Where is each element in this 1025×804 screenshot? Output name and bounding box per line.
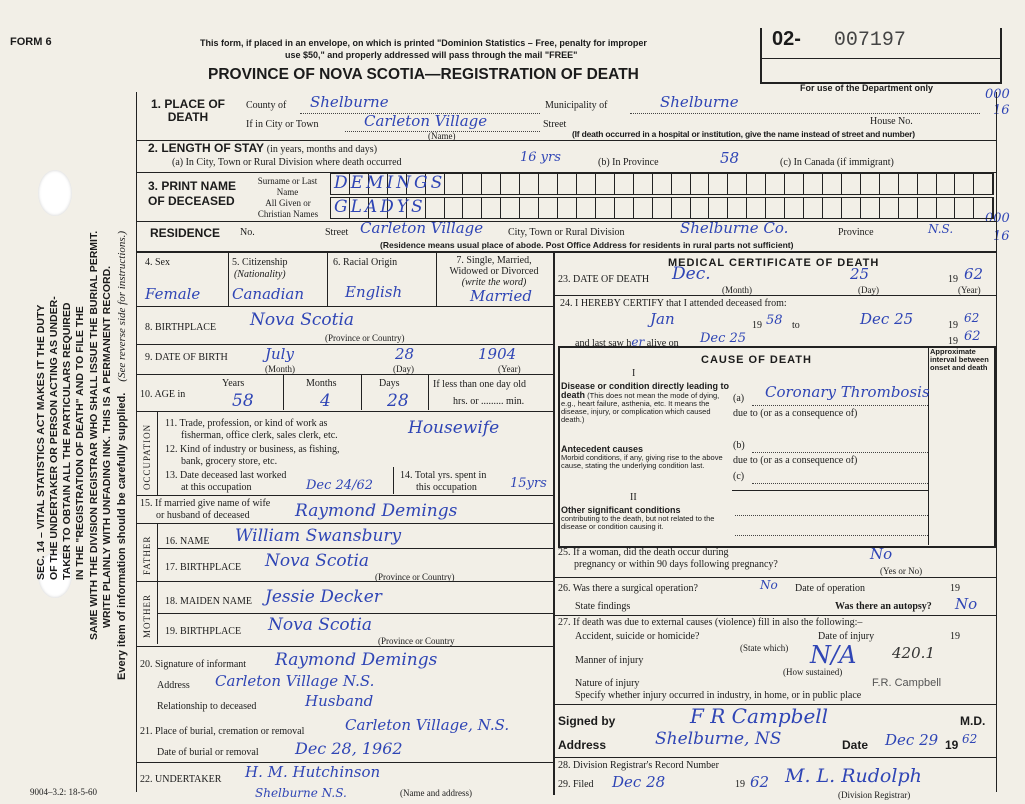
province-note: (Province or Country — [378, 636, 455, 646]
municipality-label: Municipality of — [545, 100, 608, 111]
signed-by-label: Signed by — [558, 714, 616, 728]
residence-street-label: Street — [325, 227, 349, 238]
name-note: (Name) — [428, 131, 456, 141]
residence-province-value: N.S. — [928, 222, 954, 236]
certificate-year: 62 — [962, 732, 978, 746]
stay-canada-label: (c) In Canada (if immigrant) — [780, 157, 894, 168]
trade-label: 11. Trade, profession, or kind of work as fisherman, office clerk, sales clerk, etc. — [165, 418, 338, 441]
divider — [732, 490, 928, 491]
surname-value: DEMINGS — [334, 173, 446, 193]
divider — [327, 251, 328, 306]
operation-date-label: Date of operation — [795, 583, 865, 594]
undertaker-value: H. M. Hutchinson — [245, 763, 381, 781]
manner-label: Manner of injury — [575, 655, 644, 666]
divider — [157, 523, 158, 644]
relationship-label: Relationship to deceased — [157, 701, 257, 712]
divider — [283, 374, 284, 410]
informant-address-label: Address — [157, 680, 190, 691]
punch-hole — [38, 170, 72, 216]
year-prefix: 19 — [950, 631, 960, 642]
month-note: (Month) — [722, 285, 752, 295]
divider — [428, 374, 429, 410]
hospital-note: (If death occurred in a hospital or institution, give the name instead of street and number) — [572, 129, 915, 139]
attended-from-year: 58 — [766, 313, 783, 328]
attended-to-year: 62 — [964, 311, 980, 325]
name-address-note: (Name and address) — [400, 788, 472, 798]
father-birthplace-label: 17. BIRTHPLACE — [165, 562, 242, 573]
margin-code: 16 — [993, 229, 1010, 244]
divider — [136, 140, 996, 141]
certificate-date: Dec 29 — [885, 731, 939, 749]
mail-note: use $50," and properly addressed will pass through the mail "FREE" — [285, 50, 578, 60]
age-months: 4 — [320, 391, 331, 411]
yes-no-note: (Yes or No) — [880, 566, 923, 576]
interval-header: Approximate interval between onset and death — [930, 347, 989, 372]
physician-signature: F R Campbell — [690, 704, 829, 728]
external-causes-label: 27. If death was due to external causes (violence) fill in also the following:– — [558, 617, 863, 628]
undertaker-label: 22. UNDERTAKER — [140, 774, 222, 785]
pregnancy-label: 25. If a woman, did the death occur during pregnancy or within 90 days following pregnancy? — [558, 547, 778, 570]
stay-city-label: (a) In City, Town or Rural Division where death occurred — [172, 157, 402, 168]
year-prefix: 19 — [948, 320, 958, 331]
injury-place-label: Specify whether injury occurred in industry, in home, or in public place — [575, 690, 862, 701]
residence-no-label: No. — [240, 227, 255, 238]
city-value: Carleton Village — [364, 112, 488, 130]
birthplace-label: 8. BIRTHPLACE — [145, 322, 217, 333]
antecedent-causes-label: Antecedent causes Morbid conditions, if any, giving rise to the above cause, stating the underlying condition last. — [561, 444, 723, 470]
divider — [157, 411, 158, 495]
divider — [136, 306, 553, 307]
last-saw-date: Dec 25 — [700, 331, 747, 346]
last-worked-value: Dec 24/62 — [306, 478, 373, 493]
filed-date: Dec 28 — [612, 773, 666, 791]
dob-day: 28 — [395, 345, 415, 363]
filed-label: 29. Filed — [558, 779, 594, 790]
autopsy-value: No — [955, 595, 978, 613]
leader — [752, 405, 928, 406]
due-to-label: due to (or as a consequence of) — [733, 408, 858, 419]
length-of-stay: 2. LENGTH OF STAY (in years, months and days) — [148, 141, 378, 155]
divider — [157, 613, 553, 614]
residence-province-label: Province — [838, 227, 874, 238]
marital-status-label: 7. Single, Married, Widowed or Divorced (write the word) — [449, 255, 539, 288]
stamp: F.R. Campbell — [872, 677, 942, 689]
part-two-label: II — [630, 492, 637, 503]
undertaker-address: Shelburne N.S. — [255, 786, 347, 800]
department-only-note: For use of the Department only — [800, 83, 934, 93]
house-label: House No. — [870, 116, 913, 127]
father-name-value: William Swansbury — [235, 526, 402, 546]
citizenship-label: 5. Citizenship (Nationality) — [232, 257, 288, 280]
total-years-label: 14. Total yrs. spent in this occupation — [400, 470, 487, 493]
year-prefix: 19 — [752, 320, 762, 331]
trade-value: Housewife — [408, 418, 500, 438]
industry-label: 12. Kind of industry or business, as fishing, bank, grocery store, etc. — [165, 444, 340, 467]
vital-statistics-notice: SEC. 14 – VITAL STATISTICS ACT MAKES IT THE DUTY OF THE UNDERTAKER OR PERSON ACTING AS UNDER- TAKER TO OBTAIN ALL THE PARTICULARS REQUIRED IN THE "REGISTRATION OF DEATH" AND TO FILE THE — [35, 296, 86, 580]
pregnancy-value: No — [870, 545, 893, 563]
given-name-boxes — [330, 197, 994, 219]
divider — [136, 581, 553, 582]
residence-note: (Residence means usual place of abode. Post Office Address for residents in rural parts not sufficient) — [380, 240, 794, 250]
accident-label: Accident, suicide or homicide? — [575, 631, 700, 642]
divider — [436, 251, 437, 306]
leader — [735, 515, 928, 516]
county-label: County of — [246, 100, 287, 111]
less-than-day-label: If less than one day old — [433, 379, 527, 390]
years-label: Years — [222, 378, 245, 389]
last-saw-label: and last saw her alive on — [575, 335, 679, 349]
margin-code: 16 — [993, 103, 1010, 118]
divider — [136, 495, 553, 496]
age-years: 58 — [232, 391, 254, 411]
how-sustained-note: (How sustained) — [783, 667, 843, 677]
injury-date-label: Date of injury — [818, 631, 875, 642]
month-note: (Month) — [265, 364, 295, 374]
day-note: (Day) — [393, 364, 414, 374]
physician-address-label: Address — [558, 738, 607, 752]
divider — [553, 757, 996, 758]
year-prefix: 19 — [950, 583, 960, 594]
days-label: Days — [379, 378, 400, 389]
year-prefix: 19 — [735, 779, 745, 790]
registration-number: 007197 — [833, 29, 906, 52]
surgery-value: No — [760, 578, 778, 592]
province-note: (Province or Country) — [375, 572, 455, 582]
residence-label: RESIDENCE — [150, 226, 221, 240]
divider — [553, 615, 996, 616]
burial-place-label: 21. Place of burial, cremation or removal — [140, 726, 305, 737]
divider — [136, 523, 553, 524]
street-label: Street — [543, 119, 567, 130]
autopsy-label: Was there an autopsy? — [835, 601, 932, 612]
death-day: 25 — [850, 265, 870, 283]
record-number-label: 28. Division Registrar's Record Number — [558, 760, 719, 771]
given-names-value: GLADYS — [334, 197, 426, 217]
citizenship-value: Canadian — [232, 285, 305, 303]
cause-b-label: (b) — [733, 440, 745, 451]
mail-note: This form, if placed in an envelope, on which is printed "Dominion Statistics – Free, penalty for improper — [200, 38, 647, 48]
burial-date-value: Dec 28, 1962 — [295, 739, 403, 758]
sex-value: Female — [145, 285, 201, 303]
residence-city-label: City, Town or Rural Division — [508, 227, 625, 238]
registrar-signature: M. L. Rudolph — [785, 765, 922, 787]
death-year: 62 — [964, 265, 984, 283]
cause-a-value: Coronary Thrombosis — [765, 383, 930, 401]
year-prefix: 19 — [945, 738, 959, 752]
divider — [228, 251, 229, 306]
findings-label: State findings — [575, 601, 631, 612]
city-label: If in City or Town — [246, 119, 319, 130]
margin-code: 000 — [985, 87, 1010, 102]
cause-a-label: (a) — [733, 393, 745, 404]
column-divider — [553, 251, 555, 795]
print-name-label: 3. PRINT NAME OF DECEASED — [148, 179, 237, 208]
mother-label: MOTHER — [142, 594, 152, 638]
attended-from: Jan — [650, 310, 675, 328]
racial-origin-value: English — [345, 283, 403, 301]
physician-address: Shelburne, NS — [655, 729, 782, 749]
age-days: 28 — [387, 391, 409, 411]
divider — [136, 374, 553, 375]
registrar-note: (Division Registrar) — [838, 790, 911, 800]
frame-line — [996, 92, 997, 792]
vital-statistics-notice-2: SAME WITH THE DIVISION REGISTRAR WHO SHALL ISSUE THE BURIAL PERMIT. WRITE PLAINLY WITH UNFADING INK. THIS IS A PERMANENT RECORD. — [88, 230, 113, 640]
age-label: 10. AGE in — [140, 389, 186, 400]
county-value: Shelburne — [310, 93, 389, 111]
frame-line — [136, 92, 137, 792]
last-worked-label: 13. Date deceased last worked at this occupation — [165, 470, 287, 493]
place-of-death-label: 1. PLACE OF DEATH — [150, 97, 225, 124]
divider — [361, 374, 362, 410]
mother-maiden-value: Jessie Decker — [265, 587, 382, 607]
province-note: (Province or Country) — [325, 333, 405, 343]
external-causes-na: N/A — [810, 641, 857, 669]
stay-province-label: (b) In Province — [598, 157, 659, 168]
surname-label: Surname or Last Name — [257, 176, 318, 197]
stay-city-value: 16 yrs — [520, 150, 561, 165]
margin-code: 000 — [985, 211, 1010, 226]
dob-year: 1904 — [478, 345, 517, 363]
registration-number-box — [760, 28, 1002, 84]
other-conditions-label: Other significant conditions contributing to the death, but not related to the disease or condition causing it. — [561, 505, 715, 531]
certify-label: 24. I HEREBY CERTIFY that I attended deceased from: — [560, 298, 787, 309]
divider — [136, 221, 996, 222]
father-name-label: 16. NAME — [165, 536, 210, 547]
racial-origin-label: 6. Racial Origin — [333, 257, 398, 268]
surgery-label: 26. Was there a surgical operation? — [558, 583, 698, 594]
form-id: FORM 6 — [10, 36, 52, 48]
instruction-note: Every item of information should be carefully supplied. (See reverse side for instructions.) — [116, 230, 128, 680]
leader — [630, 113, 980, 114]
nature-label: Nature of injury — [575, 678, 640, 689]
burial-date-label: Date of burial or removal — [157, 747, 259, 758]
informant-label: 20. Signature of informant — [140, 659, 247, 670]
date-of-death-label: 23. DATE OF DEATH — [558, 274, 650, 285]
spouse-label: 15. If married give name of wife or husband of deceased — [140, 498, 271, 521]
leader — [735, 535, 928, 536]
cause-c-label: (c) — [733, 471, 745, 482]
registration-prefix: 02- — [772, 28, 801, 50]
divider — [553, 295, 996, 296]
divider — [136, 646, 553, 647]
cause-of-death-title: CAUSE OF DEATH — [701, 354, 812, 366]
informant-address-value: Carleton Village N.S. — [215, 672, 375, 690]
informant-signature: Raymond Demings — [275, 650, 438, 670]
year-prefix: 19 — [948, 336, 958, 347]
part-one-label: I — [632, 368, 636, 379]
stay-province-value: 58 — [720, 149, 740, 167]
residence-city-value: Shelburne Co. — [680, 219, 789, 237]
hrs-min-label: hrs. or ......... min. — [453, 396, 525, 407]
divider — [928, 346, 929, 545]
md-label: M.D. — [960, 714, 986, 728]
death-month: Dec. — [672, 264, 711, 284]
divider — [157, 548, 553, 549]
leader — [752, 452, 928, 453]
relationship-value: Husband — [305, 692, 374, 710]
to-label: to — [792, 320, 800, 331]
page-title: PROVINCE OF NOVA SCOTIA—REGISTRATION OF DEATH — [208, 66, 639, 83]
filed-year: 62 — [750, 773, 770, 791]
year-note: (Year) — [958, 285, 981, 295]
months-label: Months — [306, 378, 337, 389]
year-note: (Year) — [498, 364, 521, 374]
occupation-label: OCCUPATION — [142, 423, 152, 490]
marital-status-value: Married — [470, 287, 532, 305]
certificate-date-label: Date — [842, 738, 869, 752]
dob-month: July — [265, 345, 294, 363]
medical-certificate-title: MEDICAL CERTIFICATE OF DEATH — [668, 257, 880, 269]
year-prefix: 19 — [948, 274, 958, 285]
birthplace-value: Nova Scotia — [250, 310, 355, 330]
day-note: (Day) — [858, 285, 879, 295]
father-birthplace-value: Nova Scotia — [265, 551, 370, 571]
direct-cause-label: Disease or condition directly leading to death (This does not mean the mode of dying, e.g., heart failure, asthenia, etc. It means the disease, injury, or complication which caused death.) — [561, 381, 730, 424]
given-names-label: All Given or Christian Names — [257, 198, 319, 219]
mother-birthplace-label: 19. BIRTHPLACE — [165, 626, 242, 637]
residence-street-value: Carleton Village — [360, 219, 484, 237]
divider — [393, 467, 394, 494]
burial-place-value: Carleton Village, N.S. — [345, 716, 510, 734]
mother-birthplace-value: Nova Scotia — [268, 615, 373, 635]
last-saw-year: 62 — [964, 329, 981, 344]
divider — [136, 251, 996, 253]
mother-maiden-label: 18. MAIDEN NAME — [165, 596, 252, 607]
divider — [136, 411, 553, 412]
cause-code: 420.1 — [892, 644, 935, 662]
form-code: 9004–3.2: 18-5-60 — [30, 787, 97, 797]
total-years-value: 15yrs — [510, 476, 547, 491]
spouse-value: Raymond Demings — [295, 501, 458, 521]
leader — [752, 483, 928, 484]
attended-to: Dec 25 — [860, 310, 914, 328]
municipality-value: Shelburne — [660, 93, 739, 111]
due-to-label: due to (or as a consequence of) — [733, 455, 858, 466]
dob-label: 9. DATE OF BIRTH — [145, 352, 228, 363]
sex-label: 4. Sex — [145, 257, 170, 268]
state-which-note: (State which) — [740, 643, 789, 653]
father-label: FATHER — [142, 535, 152, 575]
